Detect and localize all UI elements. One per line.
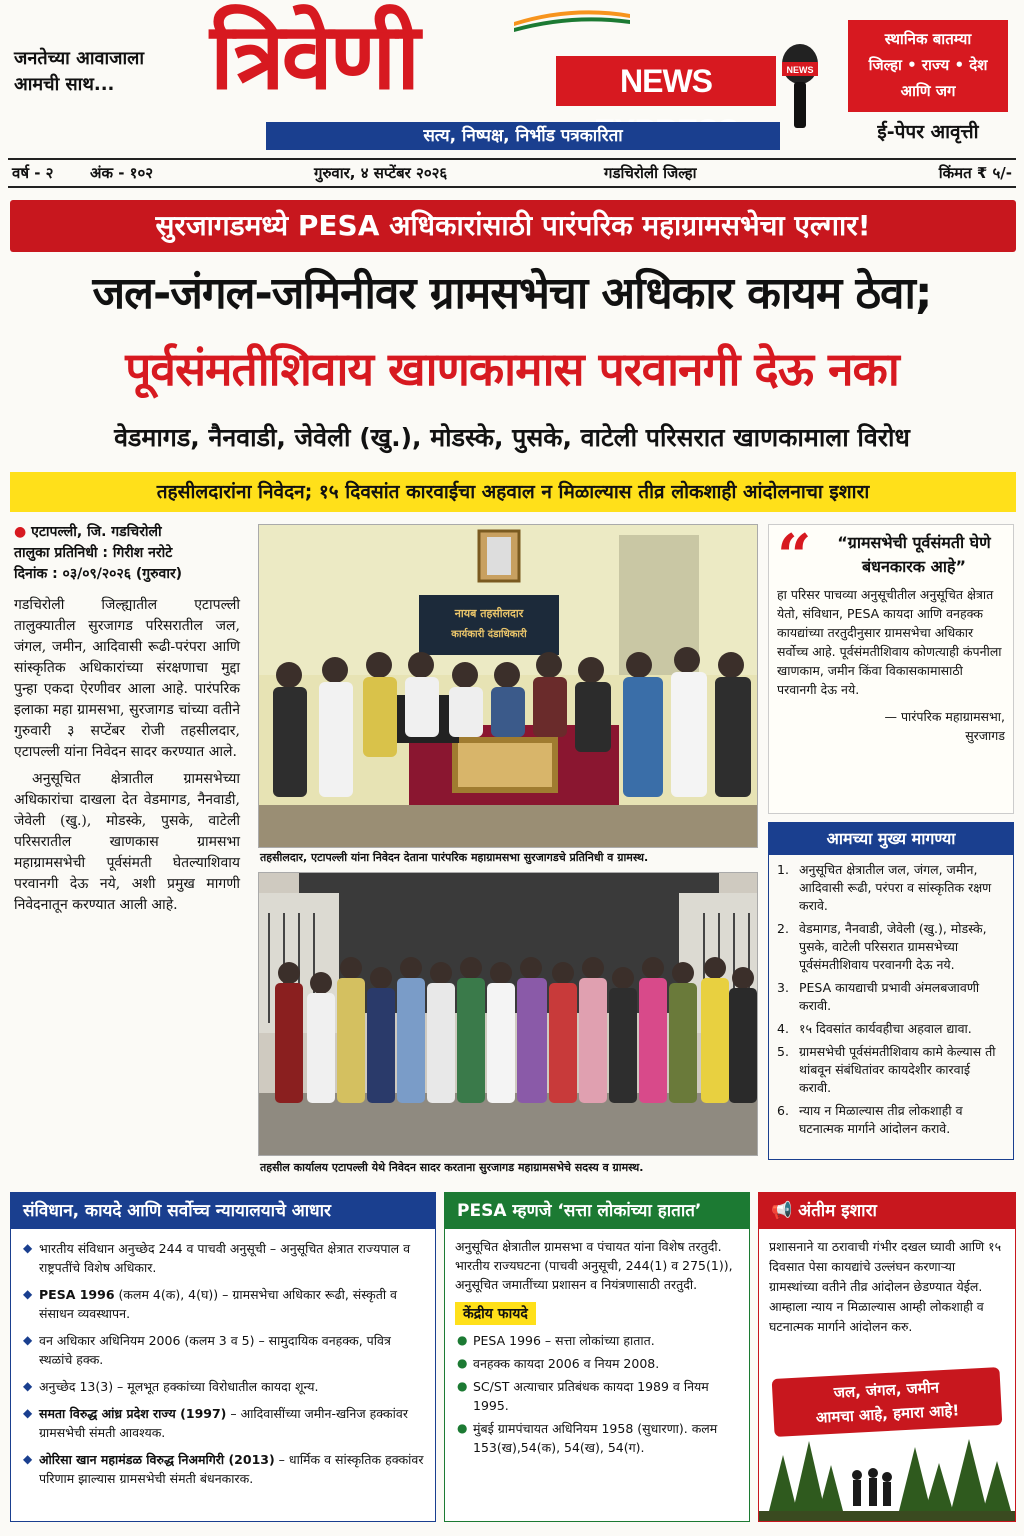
main-headline-line-2: पूर्वसंमतीशिवाय खाणकामास परवानगी देऊ नका <box>125 342 899 396</box>
photo-office-scene <box>259 525 758 848</box>
pesa-list <box>445 1325 749 1457</box>
quote-title: “ग्रामसभेची पूर्वसंमती घेणे बंधनकारक आहे” <box>837 533 991 576</box>
pesa-item-text: SC/ST अत्याचार प्रतिबंधक कायदा 1989 व नियम 1995. <box>473 1379 709 1413</box>
edition-label: ई-पेपर आवृत्ती <box>877 121 979 143</box>
office-sign-line-1: नायब तहसीलदार <box>454 607 524 620</box>
article-body <box>14 595 240 916</box>
final-warning-box <box>758 1192 1016 1522</box>
quote-source <box>777 707 1005 745</box>
constitution-item: ◆ अनुच्छेद 13(3) – मूलभूत हक्कांच्या विरोधातील कायदा शून्य. <box>23 1379 319 1394</box>
slogan-line-2: आमचा आहे, हमारा आहे! <box>815 1401 960 1427</box>
article-paragraph-2: अनुसूचित क्षेत्रातील ग्रामसभेच्या अधिकारांचा दाखला देत वेडमागड, नैनवाडी, जेवेली (खु.), मोडस्के, पुसके, वाटेली परिसरातील खाणकास ग्रामसभा महाग्रामसभेची पूर्वसंमती घेतल्याशिवाय परवानगी देऊ नये, अशी प्रमुख मागणी निवेदनातून करण्यात आली आहे. <box>14 771 240 913</box>
demands-title: आमच्या मुख्य मागण्या <box>769 823 1013 855</box>
final-warning-title: अंतीम इशारा <box>798 1201 877 1221</box>
demand-item <box>777 1043 1005 1097</box>
newspaper-title: त्रिवेणी <box>210 2 418 110</box>
demand-text: १५ दिवसांत कार्यवहीचा अहवाल द्यावा. <box>799 1021 972 1036</box>
article-date: दिनांक : ०३/०९/२०२६ (गुरुवार) <box>14 566 183 582</box>
demand-text: वेडमागड, नैनवाडी, जेवेली (खु.), मोडस्के, पुसके, वाटेली परिसरात ग्रामसभेच्या पूर्वसंमतीशिवाय परवानगी देऊ नये. <box>799 921 987 972</box>
photo-memorandum-office <box>258 524 758 848</box>
demand-item <box>777 979 1005 1015</box>
constitution-item: ◆ भारतीय संविधान अनुच्छेद 244 व पाचवी अनुसूची – अनुसूचित क्षेत्रात राज्यपाल व राष्ट्रपतींचे विशेष अधिकार. <box>23 1241 411 1275</box>
tricolor-flag-swoosh <box>512 8 632 34</box>
masthead <box>0 0 1024 155</box>
quote-source-line-1: — पारंपरिक महाग्रामसभा, <box>884 709 1005 724</box>
pesa-subtitle: केंद्रीय फायदे <box>455 1302 536 1325</box>
quote-icon: “ <box>777 522 812 592</box>
constitution-item: ◆ PESA 1996 (कलम 4(क), 4(घ)) – ग्रामसभेचा अधिकार रूढी, संस्कृती व संसाधन व्यवस्थापन. <box>23 1287 398 1321</box>
megaphone-icon: 📢 <box>771 1201 793 1221</box>
constitution-title: संविधान, कायदे आणि सर्वोच्च न्यायालयाचे आधार <box>11 1193 435 1229</box>
demand-item <box>777 1020 1005 1038</box>
office-sign-line-2: कार्यकारी दंडाधिकारी <box>451 629 527 640</box>
demand-item <box>777 1102 1005 1138</box>
mic-label: NEWS <box>786 65 814 75</box>
constitution-item-text: – धार्मिक व सांस्कृतिक हक्कांवर परिणाम झाल्यास ग्रामसभेची संमती बंधनकारक. <box>39 1452 424 1486</box>
tagline-line-1: जनतेच्या आवाजाला <box>14 48 145 69</box>
demand-text: PESA कायद्याची प्रभावी अंमलबजावणी करावी. <box>799 980 980 1013</box>
issue-info-bar <box>8 158 1016 188</box>
coverage-line-3: आणि जग <box>900 82 956 100</box>
photo-group-outside <box>258 872 758 1156</box>
constitution-item: ◆ वन अधिकार अधिनियम 2006 (कलम 3 व 5) – सामुदायिक वनहक्क, पवित्र स्थळांचे हक्क. <box>23 1333 391 1367</box>
photo-group-scene <box>259 873 758 1156</box>
constitution-item-text: भारतीय संविधान अनुच्छेद 244 व पाचवी अनुसूची – अनुसूचित क्षेत्रात राज्यपाल व राष्ट्रपतींचे विशेष अधिकार. <box>39 1241 411 1275</box>
brand-banner: NEWS <box>556 56 776 106</box>
issue-price: किंमत ₹ ५/- <box>938 164 1012 182</box>
constitution-item-text: वन अधिकार अधिनियम 2006 (कलम 3 व 5) – सामुदायिक वनहक्क, पवित्र स्थळांचे हक्क. <box>39 1333 391 1367</box>
pesa-box <box>444 1192 750 1522</box>
demand-number: 2. <box>777 921 789 936</box>
location-pin-icon: ● <box>14 524 27 540</box>
demand-number: 3. <box>777 980 789 995</box>
dateline <box>14 522 240 585</box>
demand-number: 5. <box>777 1044 789 1059</box>
photo-caption-1: तहसीलदार, एटापल्ली यांना निवेदन देताना पारंपरिक महाग्रामसभा सुरजागडचे प्रतिनिधी व ग्रामस्थ. <box>260 851 649 864</box>
main-headline-line-1: जल-जंगल-जमिनीवर ग्रामसभेचा अधिकार कायम ठेवा; <box>92 268 932 319</box>
pesa-item-text: PESA 1996 – सत्ता लोकांच्या हातात. <box>473 1333 655 1348</box>
constitution-item-bold: PESA 1996 <box>39 1287 115 1302</box>
article-column <box>14 522 240 922</box>
sub-headline: वेडमागड, नैनवाडी, जेवेली (खु.), मोडस्के, पुसके, वाटेली परिसरात खाणकामाला विरोध <box>114 423 910 452</box>
constitution-item: ◆ ओरिसा खान महामंडळ विरुद्ध निअमगिरी (2013) – धार्मिक व सांस्कृतिक हक्कांवर परिणाम झाल्यास ग्रामसभेची संमती बंधनकारक. <box>23 1452 424 1486</box>
demands-box <box>768 822 1014 1160</box>
demands-list <box>769 855 1013 1138</box>
pesa-title: PESA म्हणजे ‘सत्ता लोकांच्या हातात’ <box>445 1193 749 1229</box>
coverage-line-2: जिल्हा • राज्य • देश <box>868 56 988 74</box>
coverage-box <box>848 20 1008 112</box>
quote-box <box>768 524 1014 814</box>
demand-item <box>777 920 1005 974</box>
coverage-line-1: स्थानिक बातम्या <box>884 30 972 48</box>
constitution-item: ◆ समता विरुद्ध आंध्र प्रदेश राज्य (1997) – आदिवासींच्या जमीन-खनिज हक्कांवर ग्रामसभेची संमती आवश्यक. <box>23 1406 408 1440</box>
quote-source-line-2: सुरजागड <box>965 728 1005 743</box>
issue-year: वर्ष - २ <box>12 164 54 182</box>
microphone-icon <box>778 42 822 132</box>
issue-date: गुरुवार, ४ सप्टेंबर २०२६ <box>314 164 448 182</box>
demand-number: 1. <box>777 862 789 877</box>
masthead-slogan: सत्य, निष्पक्ष, निर्भीड पत्रकारिता <box>266 122 780 150</box>
constitution-item-text: – आदिवासींच्या जमीन-खनिज हक्कांवर ग्रामसभेची संमती आवश्यक. <box>39 1406 408 1440</box>
issue-number: अंक - १०२ <box>90 164 154 182</box>
demand-number: 4. <box>777 1021 789 1036</box>
demand-text: ग्रामसभेची पूर्वसंमतीशिवाय कामे केल्यास ती थांबवून संबंधितांवर कायदेशीर कारवाई करावी. <box>799 1044 996 1095</box>
masthead-tagline <box>14 46 144 98</box>
constitution-item-text: अनुच्छेद 13(3) – मूलभूत हक्कांच्या विरोधातील कायदा शून्य. <box>39 1379 319 1394</box>
pesa-item-text: मुंबई ग्रामपंचायत अधिनियम 1958 (सुधारणा). कलम 153(ख),54(क), 54(ख), 54(ग). <box>473 1421 718 1455</box>
constitution-box <box>10 1192 436 1522</box>
pesa-intro: अनुसूचित क्षेत्रातील ग्रामसभा व पंचायत यांना विशेष तरतुदी. भारतीय राज्यघटना (पाचवी अनुसूची, 244(1) व 275(1)), अनुसूचित जमातींच्या प्रशासन व नियंत्रणासाठी तरतुदी. <box>455 1239 733 1292</box>
article-place: एटापल्ली, जि. गडचिरोली <box>31 524 162 540</box>
article-reporter: तालुका प्रतिनिधी : गिरीश नरोटे <box>14 545 173 561</box>
demand-number: 6. <box>777 1103 789 1118</box>
tagline-line-2: आमची साथ... <box>14 74 115 95</box>
issue-district: गडचिरोली जिल्हा <box>604 164 697 182</box>
constitution-item-text: (कलम 4(क), 4(घ)) – ग्रामसभेचा अधिकार रूढी, संस्कृती व संसाधन व्यवस्थापन. <box>39 1287 398 1321</box>
pesa-item: ● PESA 1996 – सत्ता लोकांच्या हातात. <box>457 1333 655 1348</box>
pesa-item: ● मुंबई ग्रामपंचायत अधिनियम 1958 (सुधारणा). कलम 153(ख),54(क), 54(ख), 54(ग). <box>457 1419 739 1457</box>
constitution-item-bold: समता विरुद्ध आंध्र प्रदेश राज्य (1997) <box>39 1406 227 1421</box>
pesa-item: ● SC/ST अत्याचार प्रतिबंधक कायदा 1989 व नियम 1995. <box>457 1377 739 1415</box>
banner-headline: सुरजागडमध्ये PESA अधिकारांसाठी पारंपरिक महाग्रामसभेचा एल्गार! <box>10 200 1016 252</box>
pesa-item: ● वनहक्क कायदा 2006 व नियम 2008. <box>457 1356 660 1371</box>
final-warning-header <box>759 1193 1015 1229</box>
slogan-line-1: जल, जंगल, जमीन <box>833 1378 940 1402</box>
slogan-badge <box>772 1367 1003 1437</box>
article-paragraph-1: गडचिरोली जिल्ह्यातील एटापल्ली तालुक्यातील सुरजागड परिसरातील जल, जंगल, जमीन, आदिवासी रूढी-परंपरा आणि सांस्कृतिक अधिकारांच्या संरक्षणाचा मुद्दा पुन्हा एकदा ऐरणीवर आला आहे. पारंपरिक इलाका महा ग्रामसभा, सुरजागड चांच्या वतीने गुरुवारी ३ सप्टेंबर रोजी तहसीलदार, एटापल्ली यांना निवेदन सादर करण्यात आले. <box>14 597 240 760</box>
demand-text: न्याय न मिळाल्यास तीव्र लोकशाही व घटनात्मक मार्गाने आंदोलन करावे. <box>799 1103 963 1136</box>
constitution-list <box>11 1229 435 1488</box>
highlight-strap: तहसीलदारांना निवेदन; १५ दिवसांत कारवाईचा अहवाल न मिळाल्यास तीव्र लोकशाही आंदोलनाचा इशारा <box>10 472 1016 512</box>
quote-body: हा परिसर पाचव्या अनुसूचीतील अनुसूचित क्षेत्रात येतो, संविधान, PESA कायदा आणि वनहक्क कायद्यांच्या तरतुदीनुसार ग्रामसभेचा अधिकार सर्वोच्च आहे. पूर्वसंमतीशिवाय कोणत्याही कंपनीला खाणकाम, जमीन किंवा विकासकामासाठी परवानगी देऊ नये. <box>777 587 1002 697</box>
final-warning-text: प्रशासनाने या ठरावाची गंभीर दखल घ्यावी आणि १५ दिवसात पेसा कायद्यांचे उल्लंघन करणाऱ्या ग्रामस्थांच्या वतीने तीव्र आंदोलन छेडण्यात येईल. आम्हाला न्याय न मिळाल्यास आम्ही लोकशाही व घटनात्मक मार्गाने आंदोलन करु. <box>769 1239 1002 1334</box>
pesa-item-text: वनहक्क कायदा 2006 व नियम 2008. <box>473 1356 660 1371</box>
photo-caption-2: तहसील कार्यालय एटापल्ली येथे निवेदन सादर करताना सुरजागड महाग्रामसभेचे सदस्य व ग्रामस्थ. <box>260 1161 644 1174</box>
constitution-item-bold: ओरिसा खान महामंडळ विरुद्ध निअमगिरी (2013) <box>39 1452 275 1467</box>
demand-item <box>777 861 1005 915</box>
forest-silhouette <box>759 1435 1015 1521</box>
demand-text: अनुसूचित क्षेत्रातील जल, जंगल, जमीन, आदिवासी रूढी, परंपरा व सांस्कृतिक रक्षण करावे. <box>799 862 992 913</box>
